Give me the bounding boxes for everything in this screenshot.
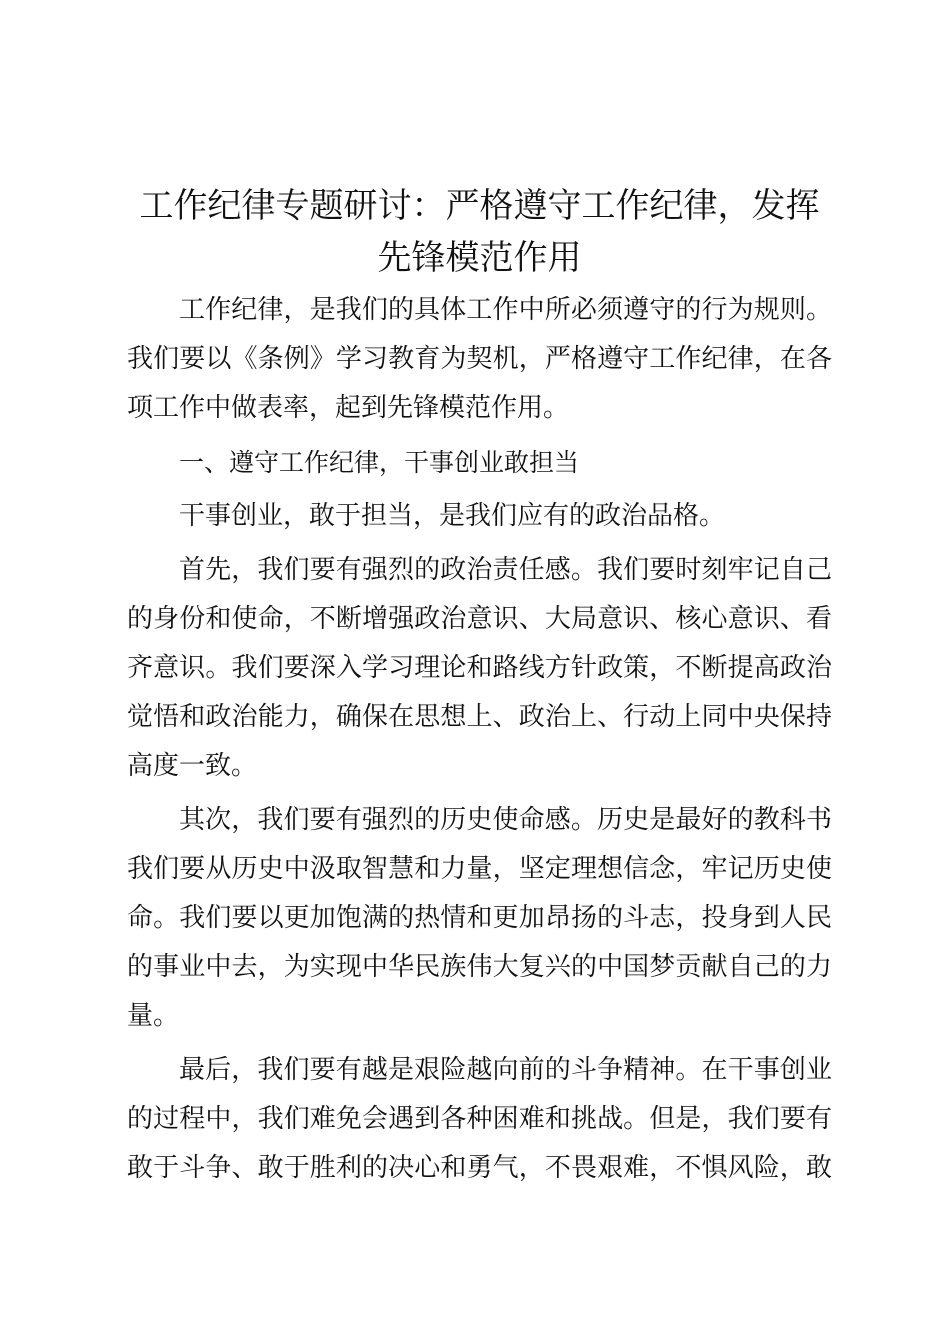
- text-line: 工作纪律，是我们的具体工作中所必须遵守的行为规则。: [179, 295, 832, 325]
- text-line: 觉悟和政治能力，确保在思想上、政治上、行动上同中央保持: [127, 702, 832, 732]
- text-line: 命。我们要以更加饱满的热情和更加昂扬的斗志，投身到人民: [127, 903, 832, 933]
- text-line: 的身份和使命，不断增强政治意识、大局意识、核心意识、看: [127, 604, 832, 634]
- text-line: 的过程中，我们难免会遇到各种困难和挑战。但是，我们要有: [127, 1104, 832, 1134]
- text-line: 的事业中去，为实现中华民族伟大复兴的中国梦贡献自己的力: [127, 952, 832, 982]
- text-line: 其次，我们要有强烈的历史使命感。历史是最好的教科书: [179, 805, 832, 835]
- text-line: 干事创业，敢于担当，是我们应有的政治品格。: [179, 501, 726, 531]
- title-line-2: 先锋模范作用: [377, 238, 582, 278]
- document-title: [127, 180, 832, 284]
- text-line: 齐意识。我们要深入学习理论和路线方针政策，不断提高政治: [127, 653, 832, 683]
- paragraph-lead: [127, 492, 832, 541]
- paragraph-intro: [127, 286, 832, 433]
- text-line: 高度一致。: [127, 751, 258, 781]
- section-heading-1: [127, 438, 832, 487]
- text-line: 量。: [127, 1001, 180, 1031]
- text-line: 最后，我们要有越是艰险越向前的斗争精神。在干事创业: [179, 1055, 832, 1085]
- document-page: [127, 180, 832, 1198]
- paragraph-third: [127, 1046, 832, 1193]
- text-line: 我们要以《条例》学习教育为契机，严格遵守工作纪律，在各: [127, 344, 832, 374]
- text-line: 我们要从历史中汲取智慧和力量，坚定理想信念，牢记历史使: [127, 854, 832, 884]
- text-line: 项工作中做表率，起到先锋模范作用。: [127, 393, 570, 423]
- paragraph-first: [127, 546, 832, 791]
- section-heading-text: 一、遵守工作纪律，干事创业敢担当: [179, 448, 580, 477]
- text-line: 敢于斗争、敢于胜利的决心和勇气，不畏艰难，不惧风险，敢: [127, 1153, 832, 1183]
- document-body: [127, 286, 832, 1193]
- paragraph-second: [127, 796, 832, 1041]
- text-line: 首先，我们要有强烈的政治责任感。我们要时刻牢记自己: [179, 555, 832, 585]
- title-line-1: 工作纪律专题研讨：严格遵守工作纪律，发挥: [139, 186, 820, 226]
